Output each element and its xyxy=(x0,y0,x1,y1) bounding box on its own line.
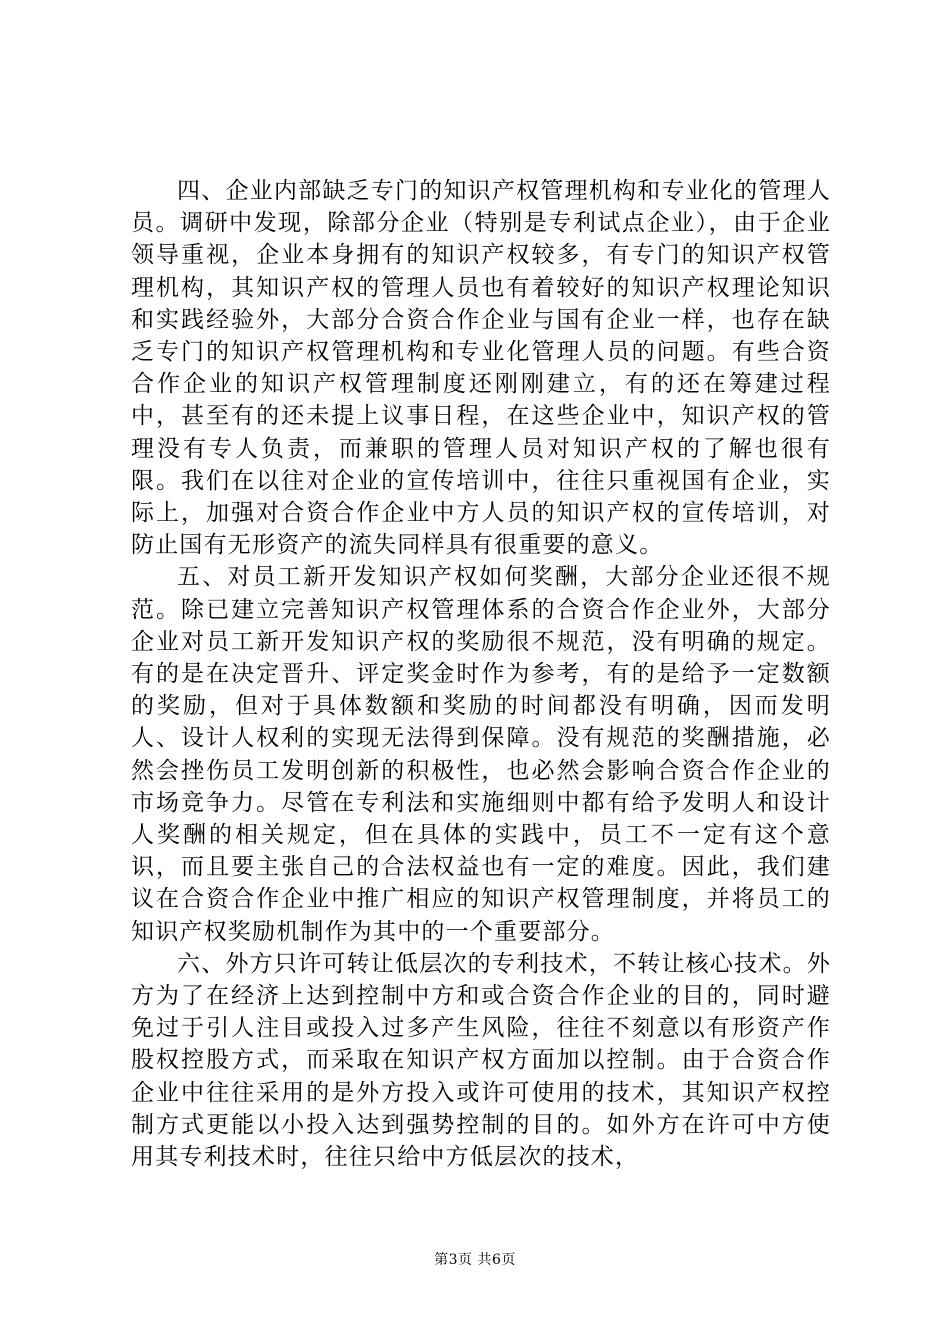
paragraph-6: 六、外方只许可转让低层次的专利技术，不转让核心技术。外方为了在经济上达到控制中方和或合资合作企业的目的，同时避免过于引人注目或投入过多产生风险，往往不刻意以有形资产作股权控股方式，而采取在知识产权方面加以控制。由于合资合作企业中往往采用的是外方投入或许可使用的技术，其知识产权控制方式更能以小投入达到强势控制的目的。如外方在许可中方使用其专利技术时，往往只给中方低层次的技术， xyxy=(131,950,831,1171)
paragraph-4: 四、企业内部缺乏专门的知识产权管理机构和专业化的管理人员。调研中发现，除部分企业（特别是专利试点企业），由于企业领导重视，企业本身拥有的知识产权较多，有专门的知识产权管理机构，其知识产权的管理人员也有着较好的知识产权理论知识和实践经验外，大部分合资合作企业与国有企业一样，也存在缺乏专门的知识产权管理机构和专业化管理人员的问题。有些合资合作企业的知识产权管理制度还刚刚建立，有的还在筹建过程中，甚至有的还未提上议事日程，在这些企业中，知识产权的管理没有专人负责，而兼职的管理人员对知识产权的了解也很有限。我们在以往对企业的宣传培训中，往往只重视国有企业，实际上，加强对合资合作企业中方人员的知识产权的宣传培训，对防止国有无形资产的流失同样具有很重要的意义。 xyxy=(131,178,831,559)
page-number-footer: 第3页 共6页 xyxy=(434,1252,516,1268)
paragraph-5: 五、对员工新开发知识产权如何奖酬，大部分企业还很不规范。除已建立完善知识产权管理体系的合资合作企业外，大部分企业对员工新开发知识产权的奖励很不规范，没有明确的规定。有的是在决定晋升、评定奖金时作为参考，有的是给予一定数额的奖励，但对于具体数额和奖励的时间都没有明确，因而发明人、设计人权利的实现无法得到保障。没有规范的奖酬措施，必然会挫伤员工发明创新的积极性，也必然会影响合资合作企业的市场竞争力。尽管在专利法和实施细则中都有给予发明人和设计人奖酬的相关规定，但在具体的实践中，员工不一定有这个意识，而且要主张自己的合法权益也有一定的难度。因此，我们建议在合资合作企业中推广相应的知识产权管理制度，并将员工的知识产权奖励机制作为其中的一个重要部分。 xyxy=(131,564,831,945)
document-body xyxy=(131,175,831,1173)
